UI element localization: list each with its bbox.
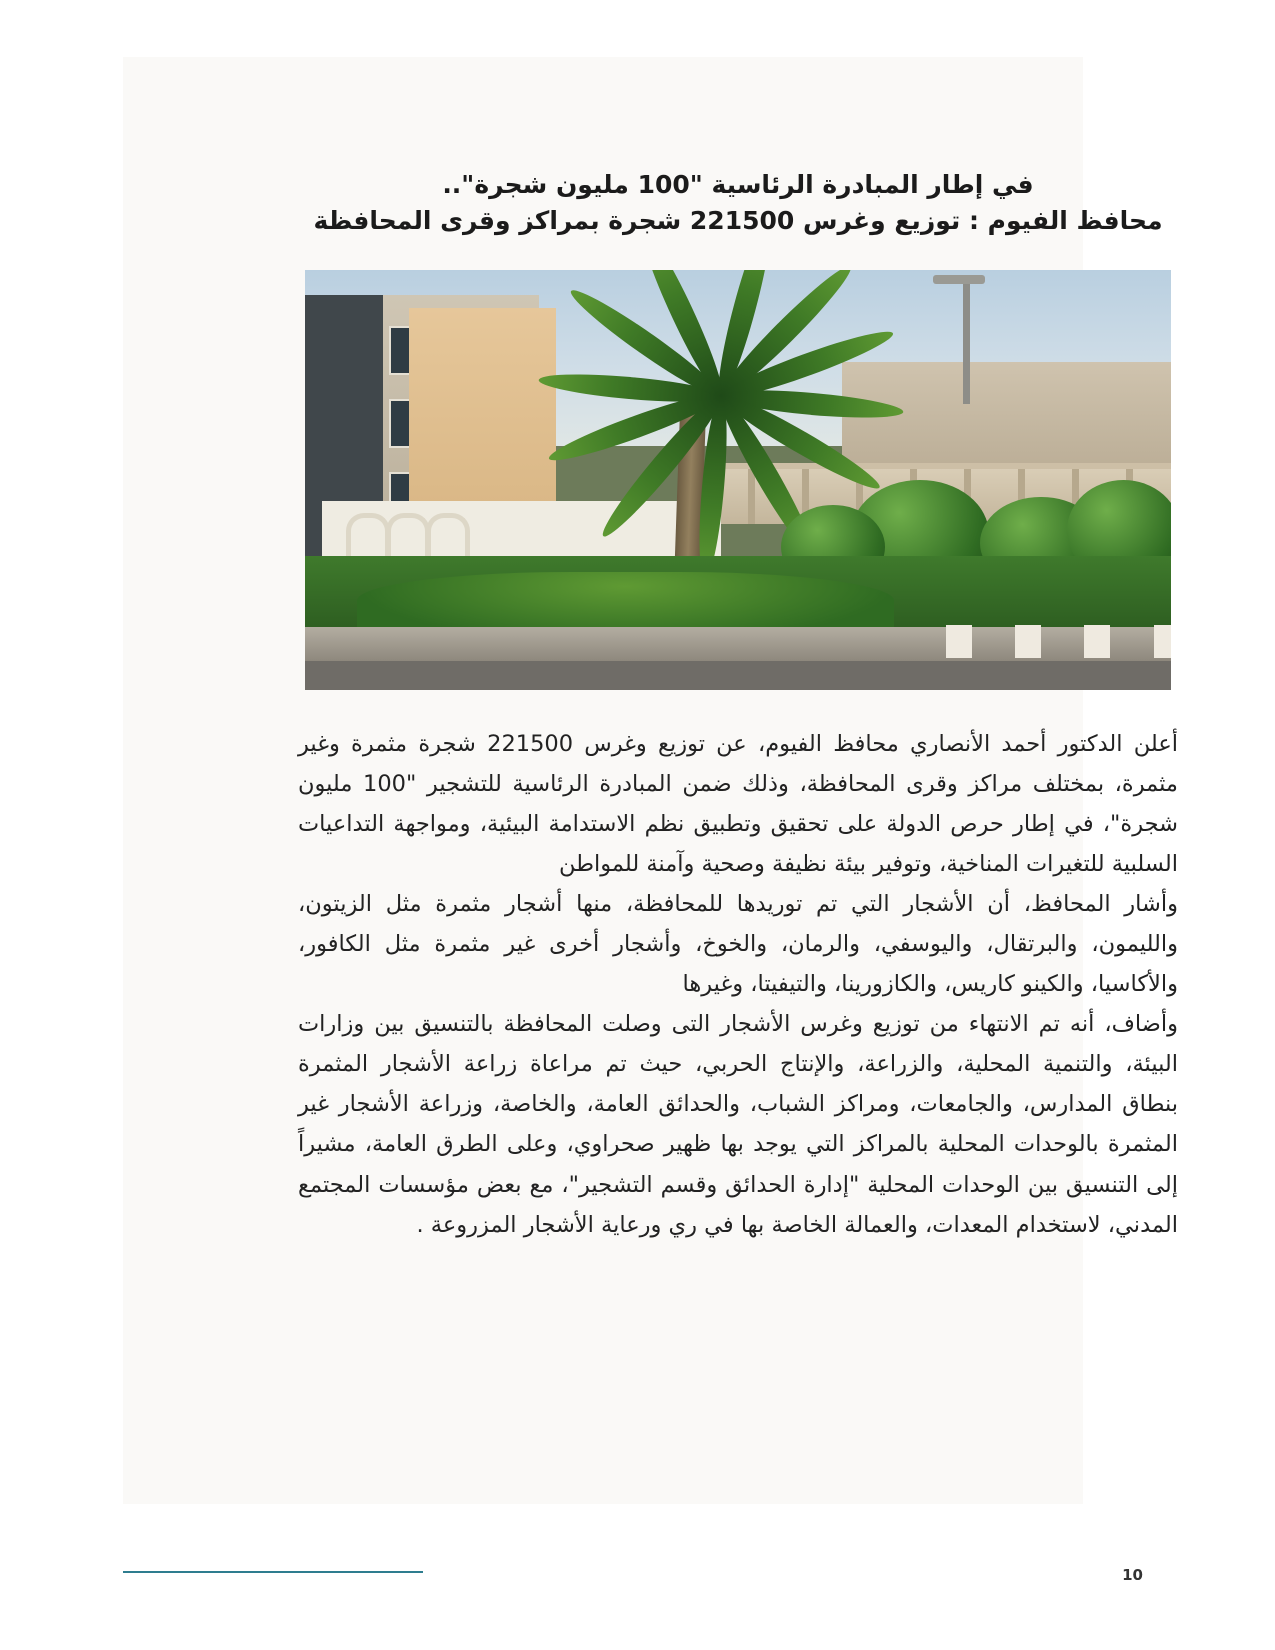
article-paragraph-1: أعلن الدكتور أحمد الأنصاري محافظ الفيوم، عن توزيع وغرس 221500 شجرة مثمرة وغير مثمرة، بمختلف مراكز وقرى المحافظة، وذلك ضمن المبادرة الرئاسية للتشجير "100 مليون شجرة"، في إطار حرص الدولة على تحقيق وتطبيق نظم الاستدامة البيئية، ومواجهة التداعيات السلبية للتغيرات المناخية، وتوفير بيئة نظيفة وصحية وآمنة للمواطن [298,731,1178,878]
road [305,661,1171,690]
article [298,167,1178,1245]
headline-line-1: في إطار المبادرة الرئاسية "100 مليون شجرة".. [442,170,1034,199]
curb [305,627,1171,661]
headline-line-2: محافظ الفيوم : توزيع وغرس 221500 شجرة بمراكز وقرى المحافظة [313,205,1163,235]
article-body [298,724,1178,1245]
content-panel [123,57,1178,1504]
footer-divider [123,1571,423,1573]
article-photo [305,270,1171,690]
article-paragraph-2: وأشار المحافظ، أن الأشجار التي تم توريدها للمحافظة، منها أشجار مثمرة مثل الزيتون، والليمون، والبرتقال، واليوسفي، والرمان، والخوخ، وأشجار أخرى غير مثمرة مثل الكافور، والأكاسيا، والكينو كاريس، والكازورينا، والتيفيتا، وغيرها [298,891,1178,998]
street-lamp-head [933,275,985,284]
page-number: 10 [1122,1566,1143,1584]
page-title [298,167,1178,238]
street-lamp-pole [963,278,970,404]
palm-crown [530,278,911,471]
fayoum-street-landscaping-photo [305,270,1171,690]
article-paragraph-3: وأضاف، أنه تم الانتهاء من توزيع وغرس الأشجار التى وصلت المحافظة بالتنسيق بين وزارات البيئة، والتنمية المحلية، والزراعة، والإنتاج الحربي، حيث تم مراعاة زراعة الأشجار المثمرة بنطاق المدارس، والجامعات، ومراكز الشباب، والحدائق العامة، والخاصة، وزراعة الأشجار غير المثمرة بالوحدات المحلية بالمراكز التي يوجد بها ظهير صحراوي، وعلى الطرق العامة، مشيراً إلى التنسيق بين الوحدات المحلية "إدارة الحدائق وقسم التشجير"، مع بعض مؤسسات المجتمع المدني، لاستخدام المعدات، والعمالة الخاصة بها في ري ورعاية الأشجار المزروعة . [298,1011,1178,1238]
